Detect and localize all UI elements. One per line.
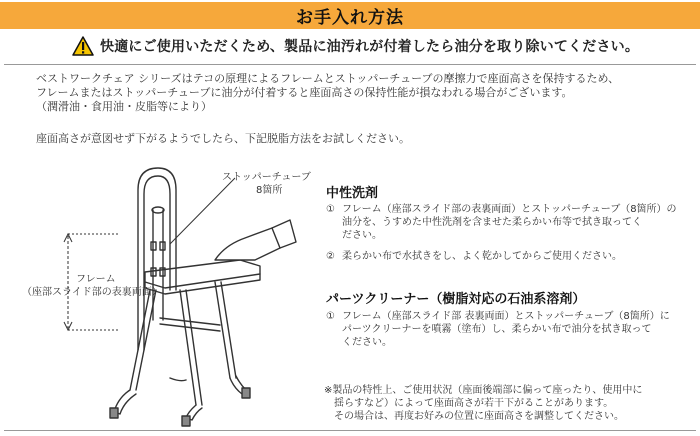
footnote — [324, 384, 642, 423]
warning-line — [72, 36, 639, 56]
list-item — [326, 203, 677, 242]
list-item — [326, 250, 622, 263]
intro-text — [36, 72, 676, 114]
frame-label: フレーム — [76, 274, 116, 285]
item-number: ① — [326, 311, 335, 322]
item-line: フレーム（座部スライド部 表裏両面）とストッパーチューブ（8箇所）に — [342, 311, 670, 322]
footnote-line: ※製品の特性上、ご使用状況（座面後端部に偏って座ったり、使用中に — [324, 385, 643, 396]
footnote-line: その場合は、再度お好みの位置に座面高さを調整してください。 — [334, 411, 624, 422]
item-line: 柔らかい布で水拭きをし、よく乾かしてからご使用ください。 — [342, 251, 622, 262]
item-line: ください。 — [342, 337, 392, 348]
item-line: ださい。 — [342, 230, 382, 241]
item-number: ① — [326, 204, 335, 215]
item-line: パーツクリーナーを噴霧（塗布）し、柔らかい布で油分を拭き取って — [342, 324, 652, 335]
section-neutral-detergent-heading: 中性洗剤 — [326, 186, 379, 201]
divider — [4, 64, 696, 65]
warning-text: 快適にご使用いただくため、製品に油汚れが付着したら油分を取り除いてください。 — [100, 39, 640, 55]
stopper-tube-label: ストッパーチューブ — [222, 172, 311, 183]
intro-line: ベストワークチェア シリーズはテコの原理によるフレームとストッパーチューブの摩擦力で座面高さを保持するため、 — [36, 72, 620, 85]
section-parts-cleaner-heading: パーツクリーナー（樹脂対応の石油系溶剤） — [326, 292, 586, 307]
title-bar — [0, 2, 700, 29]
notice-text: 座面高さが意図せず下がるようでしたら、下記脱脂方法をお試しください。 — [36, 132, 410, 145]
stopper-count-label: 8箇所 — [256, 185, 283, 196]
chair-illustration — [10, 150, 320, 432]
item-line: フレーム（座部スライド部の表裏両面）とストッパーチューブ（8箇所）の — [342, 204, 677, 215]
list-item — [326, 310, 670, 349]
warning-triangle-icon — [72, 36, 94, 56]
intro-line: （潤滑油・食用油・皮脂等により） — [36, 100, 212, 113]
page-title: お手入れ方法 — [296, 8, 404, 28]
item-number: ② — [326, 251, 335, 262]
frame-sub-label: （座部スライド部の表裏両面） — [22, 287, 162, 298]
divider — [4, 430, 696, 431]
footnote-line: 揺らすなど）によって座面高さが若干下がることがあります。 — [334, 398, 614, 409]
intro-line: フレームまたはストッパーチューブに油分が付着すると座面高さの保持性能が損なわれる場合がございます。 — [36, 86, 573, 99]
item-line: 油分を、うすめた中性洗剤を含ませた柔らかい布等で拭き取ってく — [342, 217, 642, 228]
